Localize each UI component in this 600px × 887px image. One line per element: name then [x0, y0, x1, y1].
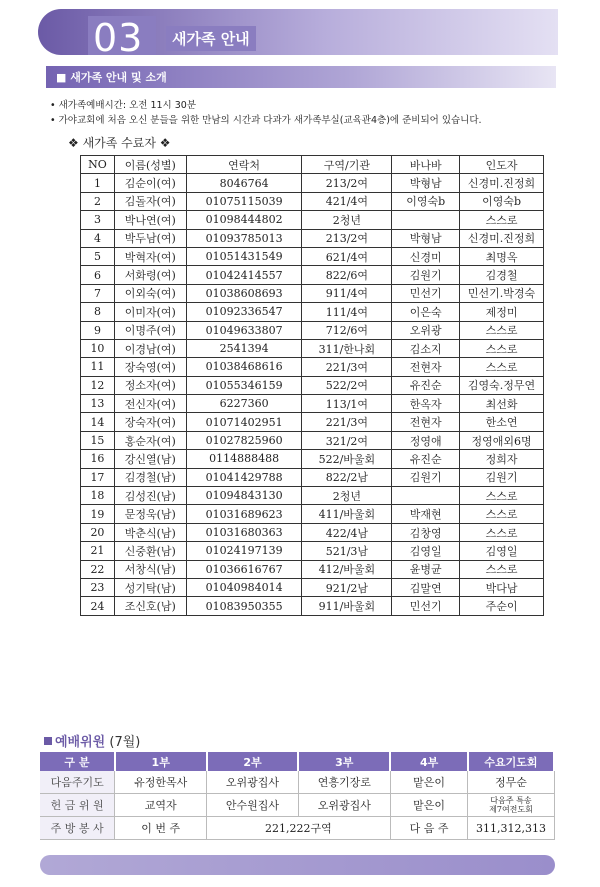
cell-barnabas: 신경미 [392, 247, 460, 265]
cell-no: 5 [81, 247, 115, 265]
cell-guide: 이영숙b [460, 192, 544, 210]
cell-no: 8 [81, 303, 115, 321]
kitchen-label: 주 방 봉 사 [40, 817, 115, 840]
table-row [81, 395, 544, 413]
cell-no: 6 [81, 266, 115, 284]
cell-district: 213/2여 [302, 229, 392, 247]
cell-district: 822/6여 [302, 266, 392, 284]
kitchen-next-week: 311,312,313 [468, 817, 554, 840]
cell-district: 822/2남 [302, 468, 392, 486]
worship-col-2: 2부 [207, 752, 299, 771]
cell-district: 621/4여 [302, 247, 392, 265]
cell-barnabas: 김말연 [392, 578, 460, 596]
cell-barnabas: 김영일 [392, 542, 460, 560]
cell-no: 18 [81, 487, 115, 505]
cell-name: 박혁자(여) [114, 247, 186, 265]
note-worship-time: • 새가족예배시간: 오전 11시 30분 [50, 100, 197, 111]
table-row [81, 468, 544, 486]
cell-name: 전신자(여) [114, 395, 186, 413]
cell-barnabas: 오위광 [392, 321, 460, 339]
cell-name: 홍순자(여) [114, 431, 186, 449]
table-row [81, 321, 544, 339]
cell-guide: 신경미.진정희 [460, 229, 544, 247]
offering-1: 교역자 [115, 794, 207, 817]
cell-name: 조신호(남) [114, 597, 186, 615]
kitchen-this-week: 221,222구역 [207, 817, 391, 840]
cell-district: 2청년 [302, 211, 392, 229]
cell-contact: 01098444802 [186, 211, 302, 229]
table-row [81, 523, 544, 541]
worship-row-prayer [40, 771, 554, 794]
table-row [81, 174, 544, 192]
cell-contact: 01036616767 [186, 560, 302, 578]
table-row [81, 339, 544, 357]
cell-guide: 스스로 [460, 358, 544, 376]
cell-district: 521/3남 [302, 542, 392, 560]
prayer-1: 유정한목사 [115, 771, 207, 794]
worship-table [40, 752, 555, 840]
cell-barnabas: 민선기 [392, 597, 460, 615]
cell-barnabas [392, 211, 460, 229]
cell-name: 김돌자(여) [114, 192, 186, 210]
cell-contact: 01051431549 [186, 247, 302, 265]
cell-guide: 김영숙.정무연 [460, 376, 544, 394]
cell-barnabas: 김소지 [392, 339, 460, 357]
cell-district: 911/4여 [302, 284, 392, 302]
cell-contact: 01024197139 [186, 542, 302, 560]
cell-contact: 01071402951 [186, 413, 302, 431]
cell-barnabas: 김창영 [392, 523, 460, 541]
table-row [81, 505, 544, 523]
cell-guide: 민선기.박경숙 [460, 284, 544, 302]
cell-no: 1 [81, 174, 115, 192]
header-title: 새가족 안내 [166, 26, 256, 51]
cell-contact: 01049633807 [186, 321, 302, 339]
cell-name: 문정욱(남) [114, 505, 186, 523]
cell-district: 412/바울회 [302, 560, 392, 578]
cell-contact: 01093785013 [186, 229, 302, 247]
offering-wed: 다음주 특송 제7여전도회 [468, 794, 554, 817]
cell-no: 10 [81, 339, 115, 357]
cell-no: 16 [81, 450, 115, 468]
section-title: ■ 새가족 안내 및 소개 [56, 71, 167, 84]
cell-district: 113/1여 [302, 395, 392, 413]
cell-barnabas: 전현자 [392, 358, 460, 376]
table-row [81, 358, 544, 376]
cell-contact: 01042414557 [186, 266, 302, 284]
worship-committee-title [44, 731, 140, 750]
offering-3: 오위광집사 [298, 794, 390, 817]
cell-barnabas: 이은숙 [392, 303, 460, 321]
cell-barnabas: 유진순 [392, 450, 460, 468]
cell-name: 이명주(여) [114, 321, 186, 339]
cell-name: 강신열(남) [114, 450, 186, 468]
cell-guide: 스스로 [460, 560, 544, 578]
cell-no: 15 [81, 431, 115, 449]
table-row [81, 229, 544, 247]
cell-contact: 01038468616 [186, 358, 302, 376]
worship-header-row [40, 752, 554, 771]
cell-no: 9 [81, 321, 115, 339]
cell-contact: 8046764 [186, 174, 302, 192]
table-row [81, 597, 544, 615]
cell-barnabas [392, 487, 460, 505]
cell-district: 421/4여 [302, 192, 392, 210]
cell-guide: 제정미 [460, 303, 544, 321]
worship-title-text: 예배위원 [55, 735, 106, 750]
table-row [81, 247, 544, 265]
worship-col-3: 3부 [298, 752, 390, 771]
cell-no: 3 [81, 211, 115, 229]
cell-contact: 01075115039 [186, 192, 302, 210]
cell-name: 이경남(여) [114, 339, 186, 357]
cell-district: 921/2남 [302, 578, 392, 596]
cell-contact: 01092336547 [186, 303, 302, 321]
cell-name: 박나연(여) [114, 211, 186, 229]
section-bar [46, 66, 556, 88]
cell-district: 311/한나회 [302, 339, 392, 357]
cell-name: 신중환(남) [114, 542, 186, 560]
cell-guide: 스스로 [460, 505, 544, 523]
table-row [81, 303, 544, 321]
cell-name: 김순이(여) [114, 174, 186, 192]
cell-contact: 2541394 [186, 339, 302, 357]
offering-2: 안수원집사 [207, 794, 299, 817]
note-welcome: • 가야교회에 처음 오신 분들을 위한 만남의 시간과 다과가 새가족부실(교육관4층)에 준비되어 있습니다. [50, 115, 482, 126]
cell-barnabas: 전현자 [392, 413, 460, 431]
table-row [81, 192, 544, 210]
cell-district: 321/2여 [302, 431, 392, 449]
cell-name: 정소자(여) [114, 376, 186, 394]
cell-guide: 스스로 [460, 487, 544, 505]
cell-no: 14 [81, 413, 115, 431]
cell-district: 221/3여 [302, 358, 392, 376]
cell-no: 11 [81, 358, 115, 376]
kitchen-next-week-label: 다 음 주 [390, 817, 468, 840]
footer-bar [40, 855, 555, 875]
table-row [81, 542, 544, 560]
cell-no: 2 [81, 192, 115, 210]
cell-contact: 01040984014 [186, 578, 302, 596]
members-header-row [81, 156, 544, 174]
cell-district: 712/6여 [302, 321, 392, 339]
cell-barnabas: 김원기 [392, 266, 460, 284]
col-barnabas: 바나바 [392, 156, 460, 174]
cell-district: 911/바울회 [302, 597, 392, 615]
cell-no: 21 [81, 542, 115, 560]
cell-guide: 박다남 [460, 578, 544, 596]
cell-contact: 01094843130 [186, 487, 302, 505]
cell-no: 13 [81, 395, 115, 413]
cell-name: 서창식(남) [114, 560, 186, 578]
cell-no: 17 [81, 468, 115, 486]
cell-no: 12 [81, 376, 115, 394]
table-row [81, 431, 544, 449]
offering-4: 맡은이 [390, 794, 468, 817]
worship-col-4: 4부 [390, 752, 468, 771]
cell-barnabas: 박형남 [392, 174, 460, 192]
cell-no: 20 [81, 523, 115, 541]
cell-barnabas: 박형남 [392, 229, 460, 247]
offering-label: 헌 금 위 원 [40, 794, 115, 817]
cell-name: 김성진(남) [114, 487, 186, 505]
cell-name: 장숙자(여) [114, 413, 186, 431]
cell-guide: 스스로 [460, 321, 544, 339]
table-row [81, 284, 544, 302]
cell-barnabas: 정영애 [392, 431, 460, 449]
cell-guide: 최선화 [460, 395, 544, 413]
table-row [81, 376, 544, 394]
header-number: 03 [93, 16, 144, 55]
cell-guide: 김영일 [460, 542, 544, 560]
cell-name: 이미자(여) [114, 303, 186, 321]
worship-col-1: 1부 [115, 752, 207, 771]
cell-guide: 스스로 [460, 523, 544, 541]
cell-contact: 6227360 [186, 395, 302, 413]
cell-contact: 01083950355 [186, 597, 302, 615]
worship-col-wed: 수요기도회 [468, 752, 554, 771]
cell-contact: 01031689623 [186, 505, 302, 523]
cell-no: 22 [81, 560, 115, 578]
members-table [80, 155, 544, 616]
cell-no: 24 [81, 597, 115, 615]
prayer-2: 오위광집사 [207, 771, 299, 794]
col-no: NO [81, 156, 115, 174]
cell-district: 111/4여 [302, 303, 392, 321]
cell-guide: 김경철 [460, 266, 544, 284]
prayer-4: 맡은이 [390, 771, 468, 794]
cell-barnabas: 민선기 [392, 284, 460, 302]
page-header [38, 9, 558, 55]
notes [50, 98, 482, 128]
prayer-wed: 정무순 [468, 771, 554, 794]
cell-name: 김경철(남) [114, 468, 186, 486]
cell-guide: 정영애외6명 [460, 431, 544, 449]
col-name: 이름(성별) [114, 156, 186, 174]
cell-district: 411/바울회 [302, 505, 392, 523]
col-district: 구역/기관 [302, 156, 392, 174]
cell-no: 23 [81, 578, 115, 596]
prayer-3: 연흥기장로 [298, 771, 390, 794]
cell-guide: 최명옥 [460, 247, 544, 265]
worship-row-offering [40, 794, 554, 817]
cell-contact: 0114888488 [186, 450, 302, 468]
cell-guide: 정희자 [460, 450, 544, 468]
cell-district: 422/4남 [302, 523, 392, 541]
cell-no: 19 [81, 505, 115, 523]
cell-contact: 01027825960 [186, 431, 302, 449]
cell-barnabas: 윤병균 [392, 560, 460, 578]
worship-col-category: 구 분 [40, 752, 115, 771]
cell-name: 성기탁(남) [114, 578, 186, 596]
kitchen-this-week-label: 이 번 주 [115, 817, 207, 840]
cell-district: 221/3여 [302, 413, 392, 431]
table-row [81, 211, 544, 229]
worship-month: (7월) [109, 735, 141, 750]
cell-guide: 스스로 [460, 211, 544, 229]
cell-name: 박춘식(남) [114, 523, 186, 541]
cell-barnabas: 김원기 [392, 468, 460, 486]
table-row [81, 578, 544, 596]
table-title: ❖ 새가족 수료자 ❖ [68, 136, 171, 150]
cell-district: 213/2여 [302, 174, 392, 192]
cell-name: 장숙영(여) [114, 358, 186, 376]
cell-barnabas: 이영숙b [392, 192, 460, 210]
table-row [81, 450, 544, 468]
cell-guide: 주순이 [460, 597, 544, 615]
table-row [81, 413, 544, 431]
cell-barnabas: 한옥자 [392, 395, 460, 413]
cell-guide: 신경미.진정희 [460, 174, 544, 192]
cell-contact: 01031680363 [186, 523, 302, 541]
cell-district: 2청년 [302, 487, 392, 505]
cell-contact: 01041429788 [186, 468, 302, 486]
cell-district: 522/바울회 [302, 450, 392, 468]
cell-barnabas: 박재현 [392, 505, 460, 523]
cell-name: 서화령(여) [114, 266, 186, 284]
prayer-label: 다음주기도 [40, 771, 115, 794]
cell-contact: 01038608693 [186, 284, 302, 302]
cell-name: 이외숙(여) [114, 284, 186, 302]
cell-guide: 스스로 [460, 339, 544, 357]
col-guide: 인도자 [460, 156, 544, 174]
cell-guide: 김원기 [460, 468, 544, 486]
table-row [81, 266, 544, 284]
col-contact: 연락처 [186, 156, 302, 174]
table-row [81, 487, 544, 505]
cell-no: 4 [81, 229, 115, 247]
cell-barnabas: 유진순 [392, 376, 460, 394]
cell-name: 박두남(여) [114, 229, 186, 247]
cell-no: 7 [81, 284, 115, 302]
cell-district: 522/2여 [302, 376, 392, 394]
cell-contact: 01055346159 [186, 376, 302, 394]
cell-guide: 한소연 [460, 413, 544, 431]
square-bullet-icon [44, 737, 52, 745]
worship-row-kitchen [40, 817, 554, 840]
table-row [81, 560, 544, 578]
